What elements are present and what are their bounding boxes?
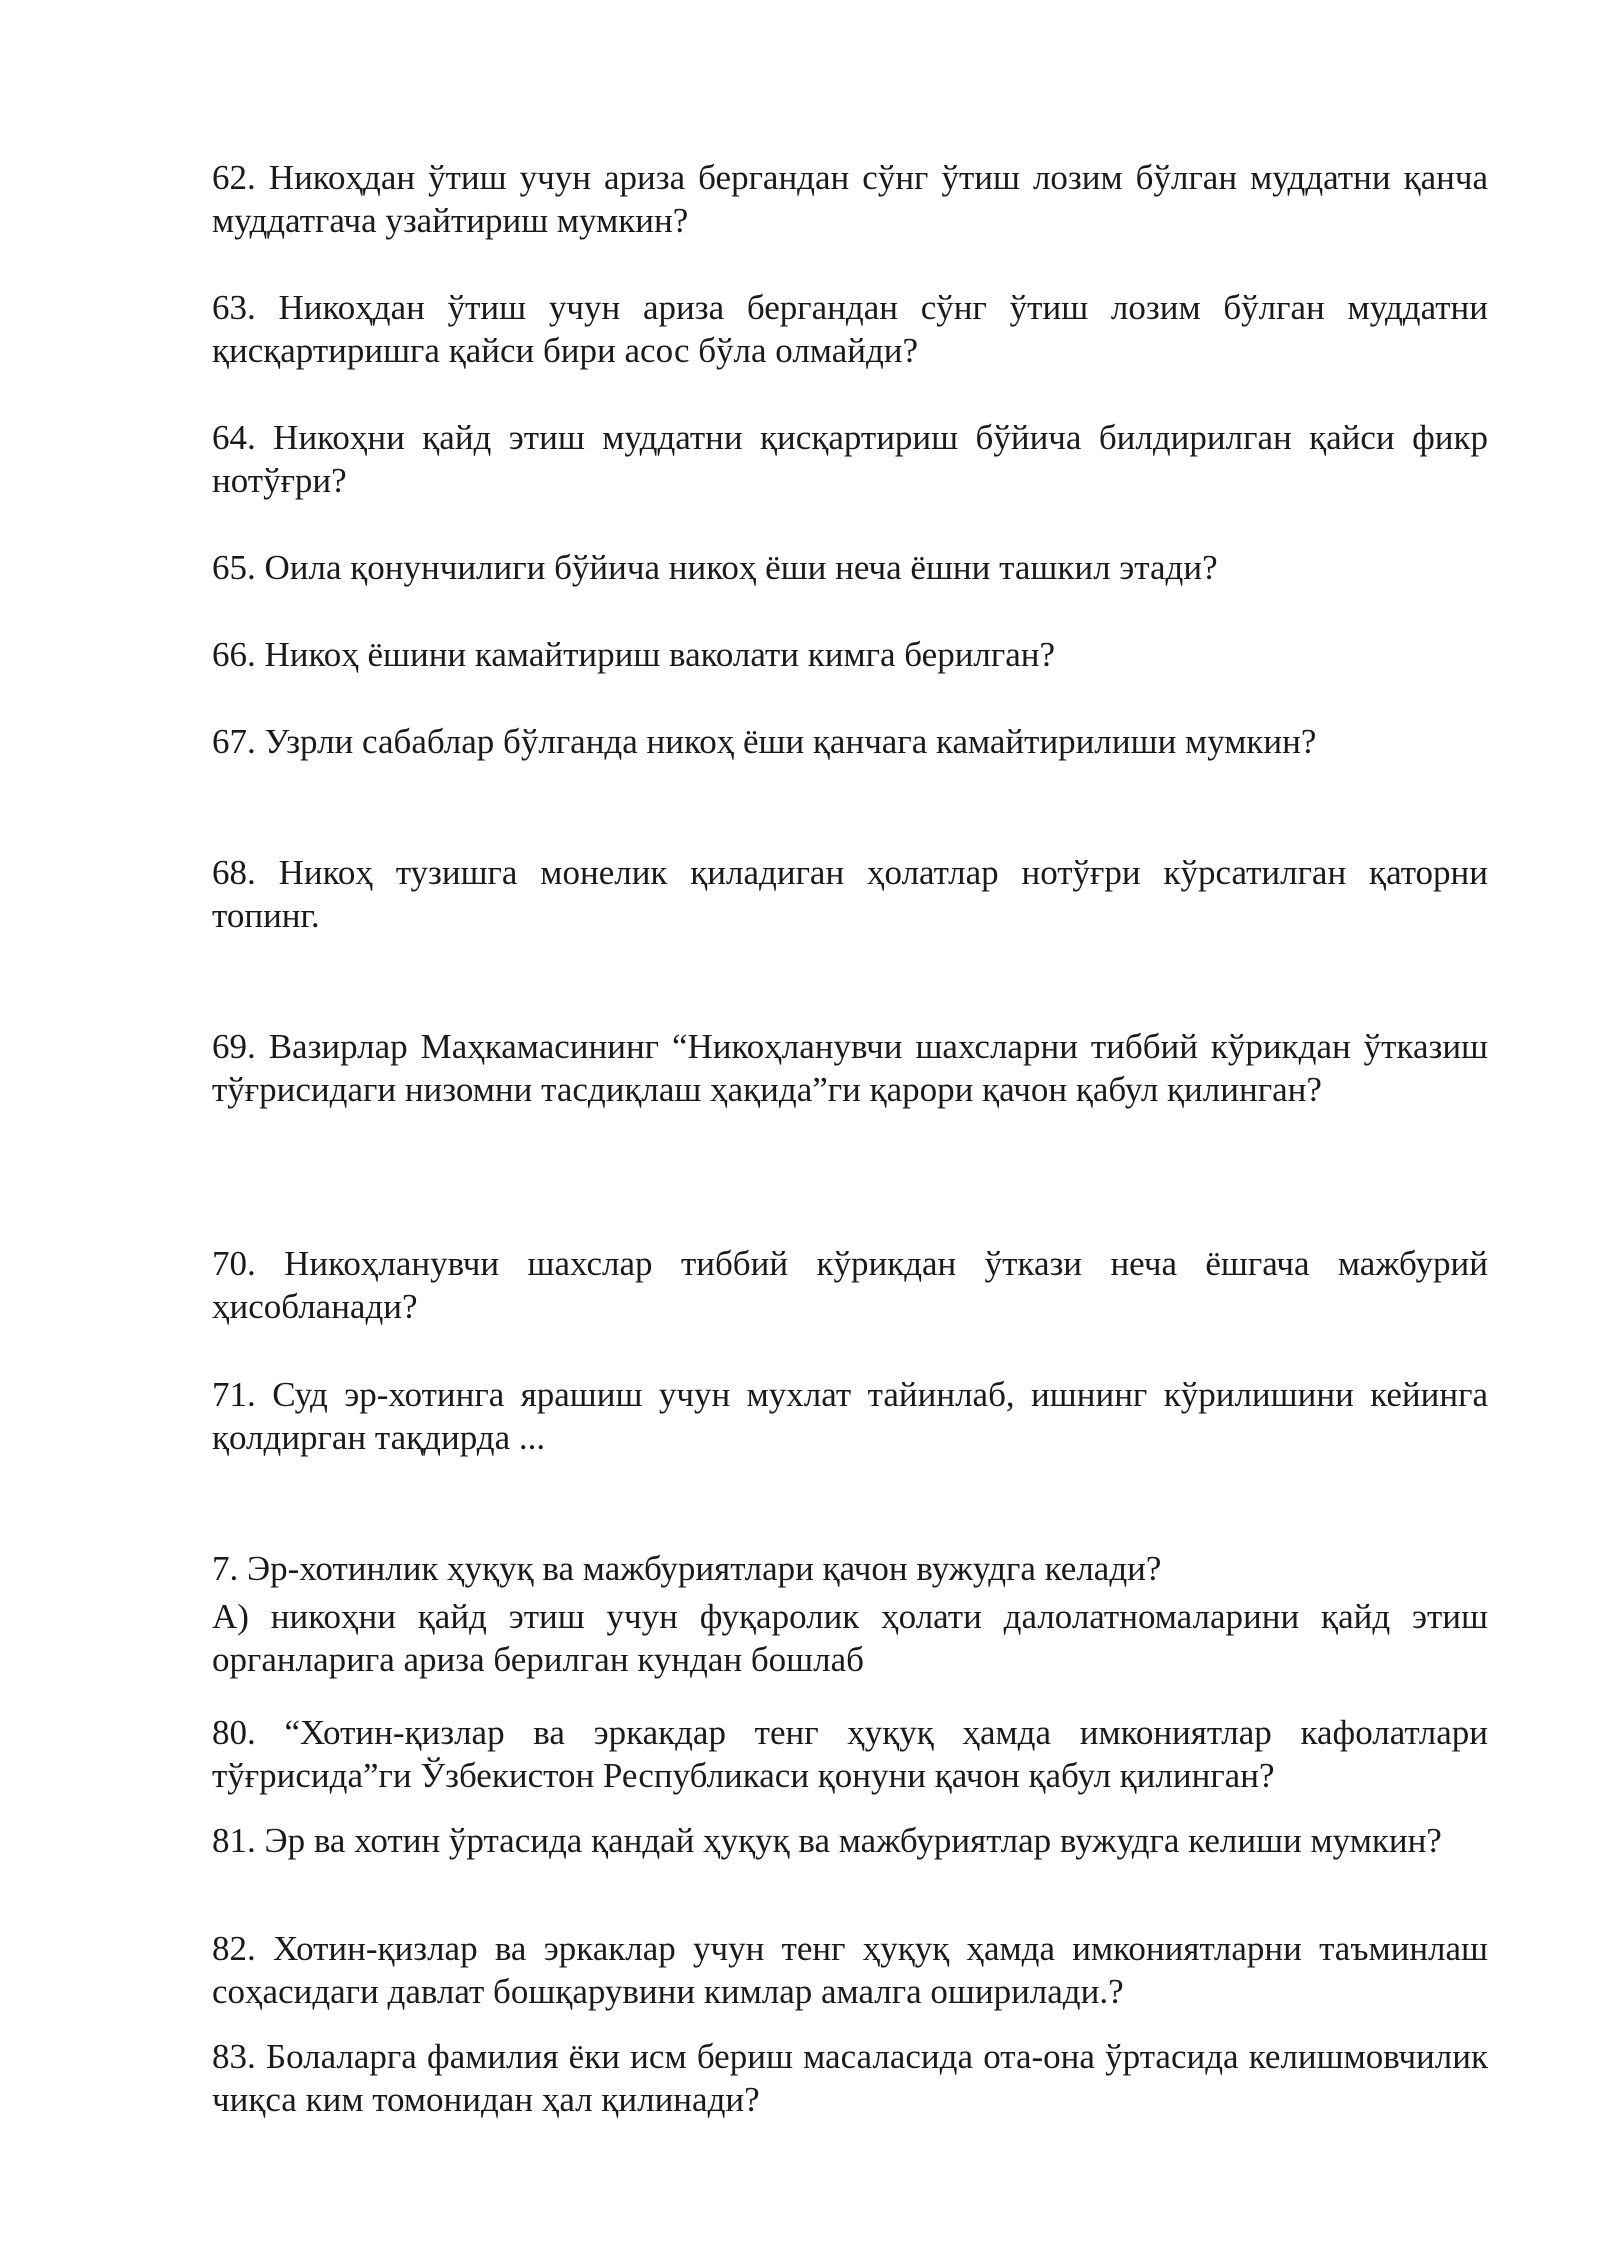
question-71: 71. Суд эр-хотинга ярашиш учун мухлат тайинлаб, ишнинг кўрилишини кейинга қолдирган тақдирда ... [212,1375,1488,1457]
question-64: 64. Никоҳни қайд этиш муддатни қисқартириш бўйича билдирилган қайси фикр нотўғри? [212,418,1488,500]
question-7: 7. Эр-хотинлик ҳуқуқ ва мажбуриятлари қачон вужудга келади? [212,1549,1162,1588]
question-81: 81. Эр ва хотин ўртасида қандай ҳуқуқ ва мажбуриятлар вужудга келиши мумкин? [212,1821,1442,1860]
question-69: 69. Вазирлар Маҳкамасининг “Никоҳланувчи шахсларни тиббий кўрикдан ўтказиш тўғрисидаги низомни тасдиқлаш ҳақида”ги қарори қачон қабул қилинган? [212,1027,1488,1109]
question-80: 80. “Хотин-қизлар ва эркакдар тенг ҳуқуқ ҳамда имкониятлар кафолатлари тўғрисида”ги Ўзбекистон Республикаси қонуни қачон қабул қилинган? [212,1713,1488,1795]
question-65: 65. Оила қонунчилиги бўйича никоҳ ёши неча ёшни ташкил этади? [212,548,1218,587]
question-62: 62. Никоҳдан ўтиш учун ариза бергандан сўнг ўтиш лозим бўлган муддатни қанча муддатгача узайтириш мумкин? [212,158,1488,240]
question-82: 82. Хотин-қизлар ва эркаклар учун тенг ҳуқуқ ҳамда имкониятларни таъминлаш соҳасидаги давлат бошқарувини кимлар амалга оширилади.? [212,1929,1488,2011]
question-63: 63. Никоҳдан ўтиш учун ариза бергандан сўнг ўтиш лозим бўлган муддатни қисқартиришга қайси бири асос бўла олмайди? [212,288,1488,370]
answer-7a: А) никоҳни қайд этиш учун фуқаролик ҳолати далолатномаларини қайд этиш органларига ариза берилган кундан бошлаб [212,1597,1488,1679]
question-83: 83. Болаларга фамилия ёки исм бериш масаласида ота-она ўртасида келишмовчилик чиқса ким томонидан ҳал қилинади? [212,2037,1488,2119]
question-68: 68. Никоҳ тузишга монелик қиладиган ҳолатлар нотўғри кўрсатилган қаторни топинг. [212,853,1488,935]
question-67: 67. Узрли сабаблар бўлганда никоҳ ёши қанчага камайтирилиши мумкин? [212,722,1317,761]
question-66: 66. Никоҳ ёшини камайтириш ваколати кимга берилган? [212,635,1056,674]
question-70: 70. Никоҳланувчи шахслар тиббий кўрикдан ўткази неча ёшгача мажбурий ҳисобланади? [212,1244,1488,1326]
